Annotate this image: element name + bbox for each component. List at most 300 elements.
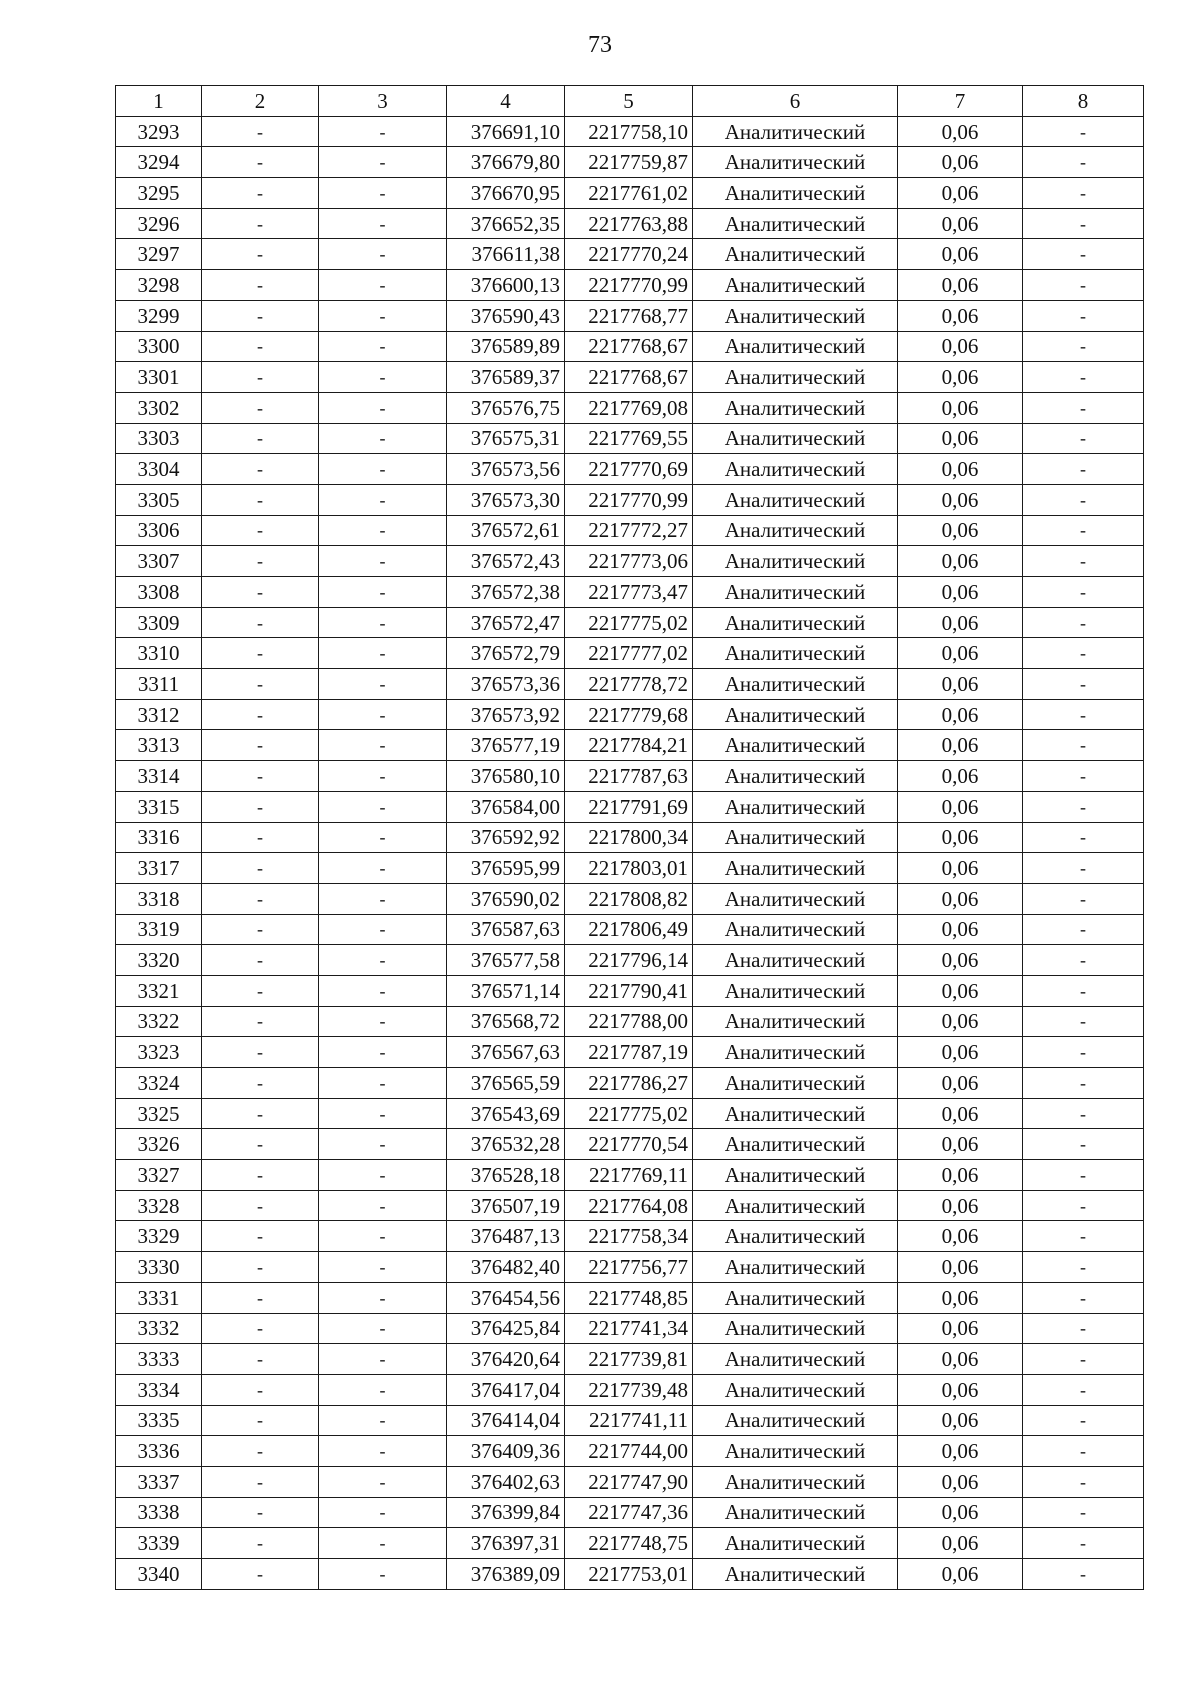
point-number-cell: 3334 xyxy=(116,1374,202,1405)
point-number-cell: 3329 xyxy=(116,1221,202,1252)
method-cell: Аналитический xyxy=(693,546,898,577)
accuracy-cell: 0,06 xyxy=(898,945,1023,976)
col3-cell: - xyxy=(319,300,447,331)
x-coordinate-cell: 376595,99 xyxy=(447,853,565,884)
y-coordinate-cell: 2217758,34 xyxy=(565,1221,693,1252)
col2-cell: - xyxy=(202,362,319,393)
accuracy-cell: 0,06 xyxy=(898,1129,1023,1160)
point-number-cell: 3330 xyxy=(116,1252,202,1283)
col2-cell: - xyxy=(202,1160,319,1191)
point-number-cell: 3339 xyxy=(116,1528,202,1559)
point-number-cell: 3311 xyxy=(116,669,202,700)
column-header: 1 xyxy=(116,86,202,117)
y-coordinate-cell: 2217786,27 xyxy=(565,1068,693,1099)
accuracy-cell: 0,06 xyxy=(898,1006,1023,1037)
y-coordinate-cell: 2217748,75 xyxy=(565,1528,693,1559)
col8-cell: - xyxy=(1023,1160,1144,1191)
method-cell: Аналитический xyxy=(693,1190,898,1221)
accuracy-cell: 0,06 xyxy=(898,208,1023,239)
table-row xyxy=(116,300,1144,331)
y-coordinate-cell: 2217770,69 xyxy=(565,454,693,485)
method-cell: Аналитический xyxy=(693,239,898,270)
y-coordinate-cell: 2217770,24 xyxy=(565,239,693,270)
table-row xyxy=(116,607,1144,638)
method-cell: Аналитический xyxy=(693,1282,898,1313)
col8-cell: - xyxy=(1023,638,1144,669)
point-number-cell: 3303 xyxy=(116,423,202,454)
y-coordinate-cell: 2217747,36 xyxy=(565,1497,693,1528)
column-header: 7 xyxy=(898,86,1023,117)
col2-cell: - xyxy=(202,730,319,761)
col2-cell: - xyxy=(202,791,319,822)
col8-cell: - xyxy=(1023,1129,1144,1160)
col8-cell: - xyxy=(1023,1221,1144,1252)
y-coordinate-cell: 2217803,01 xyxy=(565,853,693,884)
accuracy-cell: 0,06 xyxy=(898,515,1023,546)
y-coordinate-cell: 2217758,10 xyxy=(565,116,693,147)
x-coordinate-cell: 376572,43 xyxy=(447,546,565,577)
col8-cell: - xyxy=(1023,607,1144,638)
method-cell: Аналитический xyxy=(693,945,898,976)
col2-cell: - xyxy=(202,1497,319,1528)
method-cell: Аналитический xyxy=(693,1160,898,1191)
point-number-cell: 3333 xyxy=(116,1344,202,1375)
y-coordinate-cell: 2217806,49 xyxy=(565,914,693,945)
coordinates-table xyxy=(115,85,1144,1590)
col3-cell: - xyxy=(319,1559,447,1590)
x-coordinate-cell: 376487,13 xyxy=(447,1221,565,1252)
table-row xyxy=(116,1160,1144,1191)
method-cell: Аналитический xyxy=(693,454,898,485)
x-coordinate-cell: 376389,09 xyxy=(447,1559,565,1590)
accuracy-cell: 0,06 xyxy=(898,300,1023,331)
method-cell: Аналитический xyxy=(693,791,898,822)
col8-cell: - xyxy=(1023,546,1144,577)
col3-cell: - xyxy=(319,577,447,608)
col8-cell: - xyxy=(1023,1528,1144,1559)
table-header-row xyxy=(116,86,1144,117)
col2-cell: - xyxy=(202,1037,319,1068)
col8-cell: - xyxy=(1023,239,1144,270)
accuracy-cell: 0,06 xyxy=(898,607,1023,638)
col2-cell: - xyxy=(202,853,319,884)
accuracy-cell: 0,06 xyxy=(898,761,1023,792)
col3-cell: - xyxy=(319,484,447,515)
table-row xyxy=(116,638,1144,669)
table-row xyxy=(116,178,1144,209)
table-row xyxy=(116,1344,1144,1375)
col2-cell: - xyxy=(202,607,319,638)
method-cell: Аналитический xyxy=(693,1405,898,1436)
point-number-cell: 3323 xyxy=(116,1037,202,1068)
method-cell: Аналитический xyxy=(693,1344,898,1375)
col3-cell: - xyxy=(319,116,447,147)
x-coordinate-cell: 376397,31 xyxy=(447,1528,565,1559)
col3-cell: - xyxy=(319,147,447,178)
x-coordinate-cell: 376590,43 xyxy=(447,300,565,331)
point-number-cell: 3310 xyxy=(116,638,202,669)
x-coordinate-cell: 376568,72 xyxy=(447,1006,565,1037)
point-number-cell: 3338 xyxy=(116,1497,202,1528)
col8-cell: - xyxy=(1023,577,1144,608)
y-coordinate-cell: 2217744,00 xyxy=(565,1436,693,1467)
method-cell: Аналитический xyxy=(693,975,898,1006)
col3-cell: - xyxy=(319,669,447,700)
col8-cell: - xyxy=(1023,423,1144,454)
y-coordinate-cell: 2217739,81 xyxy=(565,1344,693,1375)
column-header: 4 xyxy=(447,86,565,117)
method-cell: Аналитический xyxy=(693,270,898,301)
point-number-cell: 3296 xyxy=(116,208,202,239)
x-coordinate-cell: 376532,28 xyxy=(447,1129,565,1160)
x-coordinate-cell: 376589,89 xyxy=(447,331,565,362)
col3-cell: - xyxy=(319,1466,447,1497)
method-cell: Аналитический xyxy=(693,1374,898,1405)
accuracy-cell: 0,06 xyxy=(898,822,1023,853)
table-row xyxy=(116,1528,1144,1559)
col8-cell: - xyxy=(1023,1190,1144,1221)
col3-cell: - xyxy=(319,1344,447,1375)
col2-cell: - xyxy=(202,515,319,546)
point-number-cell: 3336 xyxy=(116,1436,202,1467)
table-row xyxy=(116,791,1144,822)
method-cell: Аналитический xyxy=(693,730,898,761)
y-coordinate-cell: 2217768,67 xyxy=(565,331,693,362)
point-number-cell: 3309 xyxy=(116,607,202,638)
accuracy-cell: 0,06 xyxy=(898,1282,1023,1313)
method-cell: Аналитический xyxy=(693,1466,898,1497)
table-row xyxy=(116,1497,1144,1528)
col2-cell: - xyxy=(202,546,319,577)
col8-cell: - xyxy=(1023,1344,1144,1375)
point-number-cell: 3331 xyxy=(116,1282,202,1313)
table-row xyxy=(116,883,1144,914)
table-row xyxy=(116,699,1144,730)
table-row xyxy=(116,1190,1144,1221)
x-coordinate-cell: 376417,04 xyxy=(447,1374,565,1405)
col2-cell: - xyxy=(202,423,319,454)
x-coordinate-cell: 376409,36 xyxy=(447,1436,565,1467)
col3-cell: - xyxy=(319,1282,447,1313)
col3-cell: - xyxy=(319,730,447,761)
col8-cell: - xyxy=(1023,1098,1144,1129)
x-coordinate-cell: 376589,37 xyxy=(447,362,565,393)
col8-cell: - xyxy=(1023,1497,1144,1528)
col2-cell: - xyxy=(202,914,319,945)
table-row xyxy=(116,239,1144,270)
col3-cell: - xyxy=(319,914,447,945)
y-coordinate-cell: 2217739,48 xyxy=(565,1374,693,1405)
x-coordinate-cell: 376590,02 xyxy=(447,883,565,914)
table-row xyxy=(116,761,1144,792)
col2-cell: - xyxy=(202,883,319,914)
col2-cell: - xyxy=(202,1006,319,1037)
table-row xyxy=(116,1559,1144,1590)
table-row xyxy=(116,1436,1144,1467)
col3-cell: - xyxy=(319,1190,447,1221)
table-row xyxy=(116,392,1144,423)
method-cell: Аналитический xyxy=(693,638,898,669)
point-number-cell: 3308 xyxy=(116,577,202,608)
col8-cell: - xyxy=(1023,1559,1144,1590)
point-number-cell: 3300 xyxy=(116,331,202,362)
accuracy-cell: 0,06 xyxy=(898,270,1023,301)
col2-cell: - xyxy=(202,116,319,147)
col2-cell: - xyxy=(202,1374,319,1405)
y-coordinate-cell: 2217787,63 xyxy=(565,761,693,792)
point-number-cell: 3298 xyxy=(116,270,202,301)
y-coordinate-cell: 2217791,69 xyxy=(565,791,693,822)
x-coordinate-cell: 376572,47 xyxy=(447,607,565,638)
x-coordinate-cell: 376573,92 xyxy=(447,699,565,730)
table-row xyxy=(116,362,1144,393)
method-cell: Аналитический xyxy=(693,1068,898,1099)
col3-cell: - xyxy=(319,239,447,270)
col3-cell: - xyxy=(319,454,447,485)
method-cell: Аналитический xyxy=(693,116,898,147)
table-row xyxy=(116,1282,1144,1313)
col8-cell: - xyxy=(1023,791,1144,822)
method-cell: Аналитический xyxy=(693,1006,898,1037)
point-number-cell: 3293 xyxy=(116,116,202,147)
x-coordinate-cell: 376573,30 xyxy=(447,484,565,515)
table-row xyxy=(116,1374,1144,1405)
col8-cell: - xyxy=(1023,1405,1144,1436)
accuracy-cell: 0,06 xyxy=(898,1374,1023,1405)
point-number-cell: 3328 xyxy=(116,1190,202,1221)
point-number-cell: 3318 xyxy=(116,883,202,914)
accuracy-cell: 0,06 xyxy=(898,147,1023,178)
y-coordinate-cell: 2217784,21 xyxy=(565,730,693,761)
point-number-cell: 3317 xyxy=(116,853,202,884)
x-coordinate-cell: 376399,84 xyxy=(447,1497,565,1528)
y-coordinate-cell: 2217761,02 xyxy=(565,178,693,209)
col2-cell: - xyxy=(202,392,319,423)
method-cell: Аналитический xyxy=(693,515,898,546)
point-number-cell: 3319 xyxy=(116,914,202,945)
x-coordinate-cell: 376600,13 xyxy=(447,270,565,301)
point-number-cell: 3306 xyxy=(116,515,202,546)
accuracy-cell: 0,06 xyxy=(898,791,1023,822)
col8-cell: - xyxy=(1023,699,1144,730)
point-number-cell: 3314 xyxy=(116,761,202,792)
point-number-cell: 3332 xyxy=(116,1313,202,1344)
y-coordinate-cell: 2217759,87 xyxy=(565,147,693,178)
table-row xyxy=(116,914,1144,945)
x-coordinate-cell: 376528,18 xyxy=(447,1160,565,1191)
col2-cell: - xyxy=(202,1282,319,1313)
x-coordinate-cell: 376580,10 xyxy=(447,761,565,792)
col8-cell: - xyxy=(1023,883,1144,914)
col3-cell: - xyxy=(319,1252,447,1283)
x-coordinate-cell: 376691,10 xyxy=(447,116,565,147)
y-coordinate-cell: 2217796,14 xyxy=(565,945,693,976)
col3-cell: - xyxy=(319,1160,447,1191)
x-coordinate-cell: 376402,63 xyxy=(447,1466,565,1497)
col3-cell: - xyxy=(319,546,447,577)
accuracy-cell: 0,06 xyxy=(898,1528,1023,1559)
col8-cell: - xyxy=(1023,331,1144,362)
x-coordinate-cell: 376425,84 xyxy=(447,1313,565,1344)
col3-cell: - xyxy=(319,1221,447,1252)
accuracy-cell: 0,06 xyxy=(898,1160,1023,1191)
y-coordinate-cell: 2217772,27 xyxy=(565,515,693,546)
table-row xyxy=(116,945,1144,976)
col8-cell: - xyxy=(1023,208,1144,239)
column-header: 6 xyxy=(693,86,898,117)
x-coordinate-cell: 376670,95 xyxy=(447,178,565,209)
col8-cell: - xyxy=(1023,822,1144,853)
col2-cell: - xyxy=(202,638,319,669)
col3-cell: - xyxy=(319,975,447,1006)
col2-cell: - xyxy=(202,239,319,270)
col8-cell: - xyxy=(1023,362,1144,393)
accuracy-cell: 0,06 xyxy=(898,454,1023,485)
x-coordinate-cell: 376577,19 xyxy=(447,730,565,761)
x-coordinate-cell: 376575,31 xyxy=(447,423,565,454)
table-row xyxy=(116,1068,1144,1099)
point-number-cell: 3304 xyxy=(116,454,202,485)
accuracy-cell: 0,06 xyxy=(898,1559,1023,1590)
col8-cell: - xyxy=(1023,730,1144,761)
accuracy-cell: 0,06 xyxy=(898,883,1023,914)
table-row xyxy=(116,1037,1144,1068)
x-coordinate-cell: 376572,79 xyxy=(447,638,565,669)
method-cell: Аналитический xyxy=(693,761,898,792)
y-coordinate-cell: 2217773,06 xyxy=(565,546,693,577)
method-cell: Аналитический xyxy=(693,208,898,239)
y-coordinate-cell: 2217779,68 xyxy=(565,699,693,730)
col2-cell: - xyxy=(202,270,319,301)
point-number-cell: 3302 xyxy=(116,392,202,423)
col8-cell: - xyxy=(1023,484,1144,515)
table-row xyxy=(116,423,1144,454)
col3-cell: - xyxy=(319,699,447,730)
y-coordinate-cell: 2217787,19 xyxy=(565,1037,693,1068)
col3-cell: - xyxy=(319,607,447,638)
col3-cell: - xyxy=(319,178,447,209)
col3-cell: - xyxy=(319,1405,447,1436)
col8-cell: - xyxy=(1023,914,1144,945)
accuracy-cell: 0,06 xyxy=(898,1037,1023,1068)
y-coordinate-cell: 2217764,08 xyxy=(565,1190,693,1221)
x-coordinate-cell: 376420,64 xyxy=(447,1344,565,1375)
accuracy-cell: 0,06 xyxy=(898,362,1023,393)
column-header: 5 xyxy=(565,86,693,117)
col2-cell: - xyxy=(202,1068,319,1099)
col8-cell: - xyxy=(1023,975,1144,1006)
x-coordinate-cell: 376611,38 xyxy=(447,239,565,270)
col8-cell: - xyxy=(1023,270,1144,301)
method-cell: Аналитический xyxy=(693,1559,898,1590)
point-number-cell: 3337 xyxy=(116,1466,202,1497)
y-coordinate-cell: 2217778,72 xyxy=(565,669,693,700)
col2-cell: - xyxy=(202,761,319,792)
table-row xyxy=(116,1405,1144,1436)
col3-cell: - xyxy=(319,945,447,976)
table-row xyxy=(116,1129,1144,1160)
y-coordinate-cell: 2217768,67 xyxy=(565,362,693,393)
y-coordinate-cell: 2217777,02 xyxy=(565,638,693,669)
col3-cell: - xyxy=(319,1497,447,1528)
x-coordinate-cell: 376584,00 xyxy=(447,791,565,822)
x-coordinate-cell: 376652,35 xyxy=(447,208,565,239)
table-row xyxy=(116,484,1144,515)
col3-cell: - xyxy=(319,423,447,454)
column-header: 8 xyxy=(1023,86,1144,117)
accuracy-cell: 0,06 xyxy=(898,638,1023,669)
x-coordinate-cell: 376572,38 xyxy=(447,577,565,608)
table-row xyxy=(116,1466,1144,1497)
point-number-cell: 3297 xyxy=(116,239,202,270)
x-coordinate-cell: 376565,59 xyxy=(447,1068,565,1099)
col2-cell: - xyxy=(202,178,319,209)
x-coordinate-cell: 376572,61 xyxy=(447,515,565,546)
point-number-cell: 3321 xyxy=(116,975,202,1006)
point-number-cell: 3325 xyxy=(116,1098,202,1129)
method-cell: Аналитический xyxy=(693,1497,898,1528)
accuracy-cell: 0,06 xyxy=(898,577,1023,608)
col3-cell: - xyxy=(319,853,447,884)
col8-cell: - xyxy=(1023,1252,1144,1283)
y-coordinate-cell: 2217770,99 xyxy=(565,484,693,515)
y-coordinate-cell: 2217753,01 xyxy=(565,1559,693,1590)
point-number-cell: 3324 xyxy=(116,1068,202,1099)
x-coordinate-cell: 376507,19 xyxy=(447,1190,565,1221)
method-cell: Аналитический xyxy=(693,607,898,638)
table-row xyxy=(116,577,1144,608)
y-coordinate-cell: 2217790,41 xyxy=(565,975,693,1006)
accuracy-cell: 0,06 xyxy=(898,1344,1023,1375)
col3-cell: - xyxy=(319,883,447,914)
point-number-cell: 3305 xyxy=(116,484,202,515)
col3-cell: - xyxy=(319,392,447,423)
method-cell: Аналитический xyxy=(693,699,898,730)
x-coordinate-cell: 376573,56 xyxy=(447,454,565,485)
table-row xyxy=(116,1221,1144,1252)
accuracy-cell: 0,06 xyxy=(898,1405,1023,1436)
x-coordinate-cell: 376577,58 xyxy=(447,945,565,976)
col8-cell: - xyxy=(1023,1374,1144,1405)
col3-cell: - xyxy=(319,208,447,239)
col8-cell: - xyxy=(1023,300,1144,331)
col2-cell: - xyxy=(202,1436,319,1467)
col8-cell: - xyxy=(1023,392,1144,423)
col8-cell: - xyxy=(1023,1037,1144,1068)
table-row xyxy=(116,669,1144,700)
col2-cell: - xyxy=(202,1098,319,1129)
method-cell: Аналитический xyxy=(693,362,898,393)
col3-cell: - xyxy=(319,270,447,301)
y-coordinate-cell: 2217775,02 xyxy=(565,607,693,638)
accuracy-cell: 0,06 xyxy=(898,1190,1023,1221)
method-cell: Аналитический xyxy=(693,853,898,884)
column-header: 2 xyxy=(202,86,319,117)
col2-cell: - xyxy=(202,1313,319,1344)
table-row xyxy=(116,454,1144,485)
table-row xyxy=(116,331,1144,362)
point-number-cell: 3313 xyxy=(116,730,202,761)
method-cell: Аналитический xyxy=(693,392,898,423)
y-coordinate-cell: 2217788,00 xyxy=(565,1006,693,1037)
col3-cell: - xyxy=(319,1129,447,1160)
col3-cell: - xyxy=(319,822,447,853)
method-cell: Аналитический xyxy=(693,577,898,608)
point-number-cell: 3326 xyxy=(116,1129,202,1160)
table-row xyxy=(116,975,1144,1006)
accuracy-cell: 0,06 xyxy=(898,484,1023,515)
x-coordinate-cell: 376573,36 xyxy=(447,669,565,700)
